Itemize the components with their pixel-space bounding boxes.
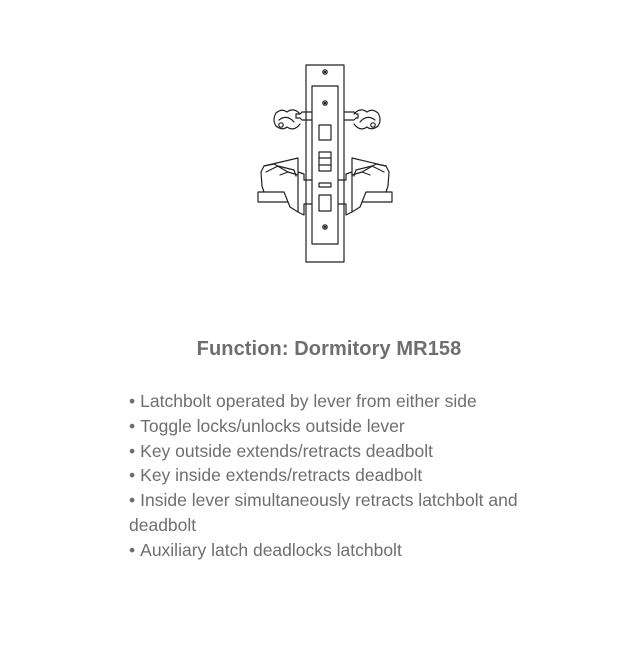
list-item	[129, 463, 559, 488]
feature-text: Auxiliary latch deadlocks latchbolt	[140, 539, 402, 560]
list-item	[129, 538, 559, 563]
list-item	[129, 488, 559, 538]
bullet: •	[129, 490, 136, 511]
feature-text: Latchbolt operated by lever from either side	[140, 391, 477, 411]
bullet: •	[129, 465, 136, 486]
feature-text: Key inside extends/retracts deadbolt	[140, 465, 423, 486]
bullet: •	[129, 440, 136, 461]
bullet: •	[129, 415, 136, 436]
feature-text: Inside lever simultaneously retracts latchbolt and deadbolt	[129, 490, 518, 535]
feature-text: Toggle locks/unlocks outside lever	[140, 415, 405, 436]
feature-text: Key outside extends/retracts deadbolt	[140, 440, 433, 461]
list-item	[129, 414, 559, 439]
bullet: •	[129, 391, 136, 411]
mortise-lock-diagram-icon	[254, 62, 396, 266]
list-item	[129, 439, 559, 464]
bullet: •	[129, 539, 136, 560]
function-title: Function: Dormitory MR158	[196, 338, 462, 360]
feature-list	[129, 389, 559, 563]
list-item	[129, 389, 559, 414]
